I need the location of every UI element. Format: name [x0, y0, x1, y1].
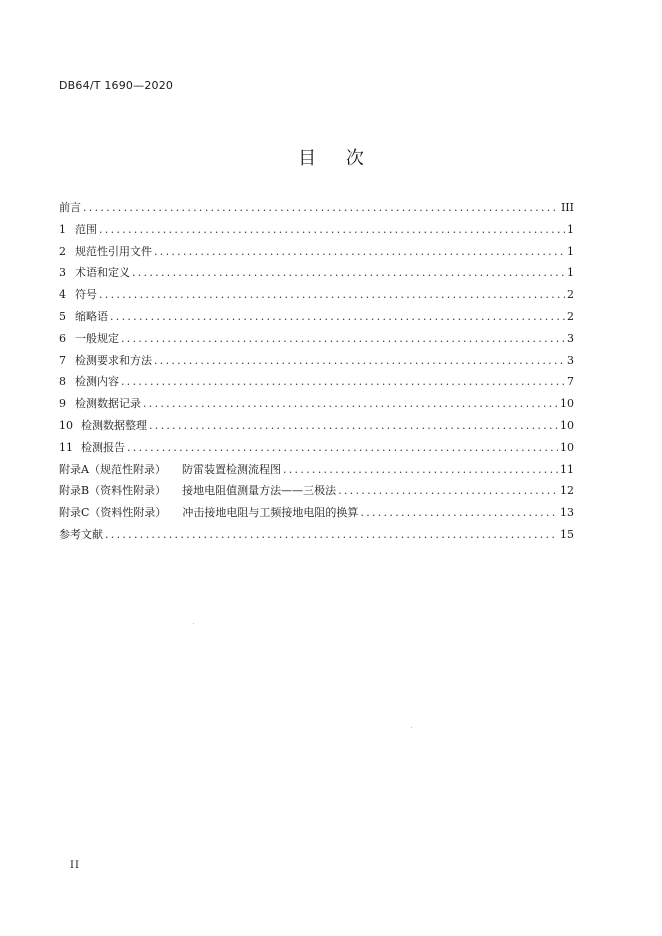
- toc-entry-title: 规范性引用文件: [75, 244, 152, 258]
- toc-dot-leader: [121, 371, 565, 393]
- toc-entry-title: 符号: [75, 288, 97, 302]
- toc-entry[interactable]: [59, 480, 574, 502]
- toc-entry-subtitle: 防雷装置检测流程图: [181, 462, 281, 476]
- table-of-contents: [59, 197, 574, 546]
- toc-entry-title: 检测数据记录: [75, 397, 141, 411]
- toc-entry-number: 2: [59, 244, 66, 258]
- toc-dot-leader: [99, 219, 565, 241]
- toc-dot-leader: [132, 262, 565, 284]
- toc-entry[interactable]: [59, 219, 574, 241]
- scan-speck: [193, 623, 194, 624]
- toc-entry[interactable]: [59, 306, 574, 328]
- toc-entry-subtitle: 冲击接地电阻与工频接地电阻的换算: [182, 506, 359, 520]
- toc-entry-title: 检测数据整理: [81, 418, 147, 432]
- toc-dot-leader: [338, 480, 558, 502]
- toc-entry-page: 3: [567, 353, 574, 367]
- toc-entry-page: 10: [560, 397, 574, 411]
- toc-entry-page: 1: [567, 266, 574, 280]
- toc-entry[interactable]: [59, 415, 574, 437]
- toc-entry-title: 附录C（资料性附录）: [59, 506, 167, 520]
- toc-entry-page: 2: [567, 288, 574, 302]
- toc-entry[interactable]: [59, 393, 574, 415]
- toc-dot-leader: [110, 306, 565, 328]
- toc-entry-number: 8: [59, 375, 66, 389]
- document-code: DB64/T 1690—2020: [59, 79, 174, 92]
- page-number: II: [70, 860, 80, 871]
- toc-entry-title: 参考文献: [59, 527, 103, 541]
- toc-entry[interactable]: [59, 241, 574, 263]
- toc-entry-title: 一般规定: [75, 331, 119, 345]
- toc-entry-page: 12: [560, 484, 574, 498]
- toc-entry-page: 11: [560, 462, 574, 476]
- page-title: 目 次: [298, 148, 376, 169]
- toc-entry-page: 10: [560, 418, 574, 432]
- toc-entry-page: III: [560, 201, 574, 214]
- toc-dot-leader: [154, 241, 565, 263]
- toc-entry-subtitle: 接地电阻值测量方法——三极法: [182, 484, 337, 498]
- toc-entry-number: 6: [59, 331, 66, 345]
- toc-entry-number: 3: [59, 266, 66, 280]
- toc-entry-number: 7: [59, 353, 66, 367]
- toc-dot-leader: [105, 524, 558, 546]
- toc-entry-page: 1: [567, 222, 574, 236]
- toc-entry-title: 检测报告: [81, 440, 125, 454]
- toc-entry-title: 附录A（规范性附录）: [59, 462, 166, 476]
- toc-entry-title: 前言: [59, 201, 81, 214]
- toc-entry-page: 13: [560, 506, 574, 520]
- toc-dot-leader: [283, 459, 558, 481]
- toc-entry-number: 5: [59, 309, 66, 323]
- toc-entry[interactable]: [59, 284, 574, 306]
- toc-entry-number: 1: [59, 222, 66, 236]
- toc-entry[interactable]: [59, 502, 574, 524]
- toc-entry-page: 3: [567, 331, 574, 345]
- toc-dot-leader: [83, 197, 559, 219]
- toc-entry-title: 术语和定义: [75, 266, 130, 280]
- toc-entry[interactable]: [59, 197, 574, 219]
- toc-entry-number: 4: [59, 288, 66, 302]
- toc-dot-leader: [143, 393, 558, 415]
- toc-entry[interactable]: [59, 459, 574, 481]
- toc-entry-page: 15: [560, 527, 574, 541]
- toc-entry[interactable]: [59, 262, 574, 284]
- toc-dot-leader: [99, 284, 565, 306]
- toc-dot-leader: [154, 350, 565, 372]
- toc-entry[interactable]: [59, 328, 574, 350]
- toc-entry-title: 检测要求和方法: [75, 353, 152, 367]
- toc-entry-page: 1: [567, 244, 574, 258]
- toc-dot-leader: [127, 437, 558, 459]
- toc-dot-leader: [360, 502, 558, 524]
- scan-speck: [411, 727, 412, 728]
- toc-entry-title: 附录B（资料性附录）: [59, 484, 167, 498]
- toc-entry-title: 检测内容: [75, 375, 119, 389]
- toc-dot-leader: [149, 415, 558, 437]
- toc-entry-page: 10: [560, 440, 574, 454]
- toc-entry[interactable]: [59, 371, 574, 393]
- toc-entry[interactable]: [59, 524, 574, 546]
- toc-entry-number: 11: [59, 440, 73, 454]
- toc-entry-title: 缩略语: [75, 309, 108, 323]
- toc-entry[interactable]: [59, 437, 574, 459]
- toc-dot-leader: [121, 328, 565, 350]
- toc-entry[interactable]: [59, 350, 574, 372]
- toc-entry-number: 9: [59, 397, 66, 411]
- toc-entry-title: 范围: [75, 222, 97, 236]
- toc-entry-number: 10: [59, 418, 73, 432]
- toc-entry-page: 7: [567, 375, 574, 389]
- toc-entry-page: 2: [567, 309, 574, 323]
